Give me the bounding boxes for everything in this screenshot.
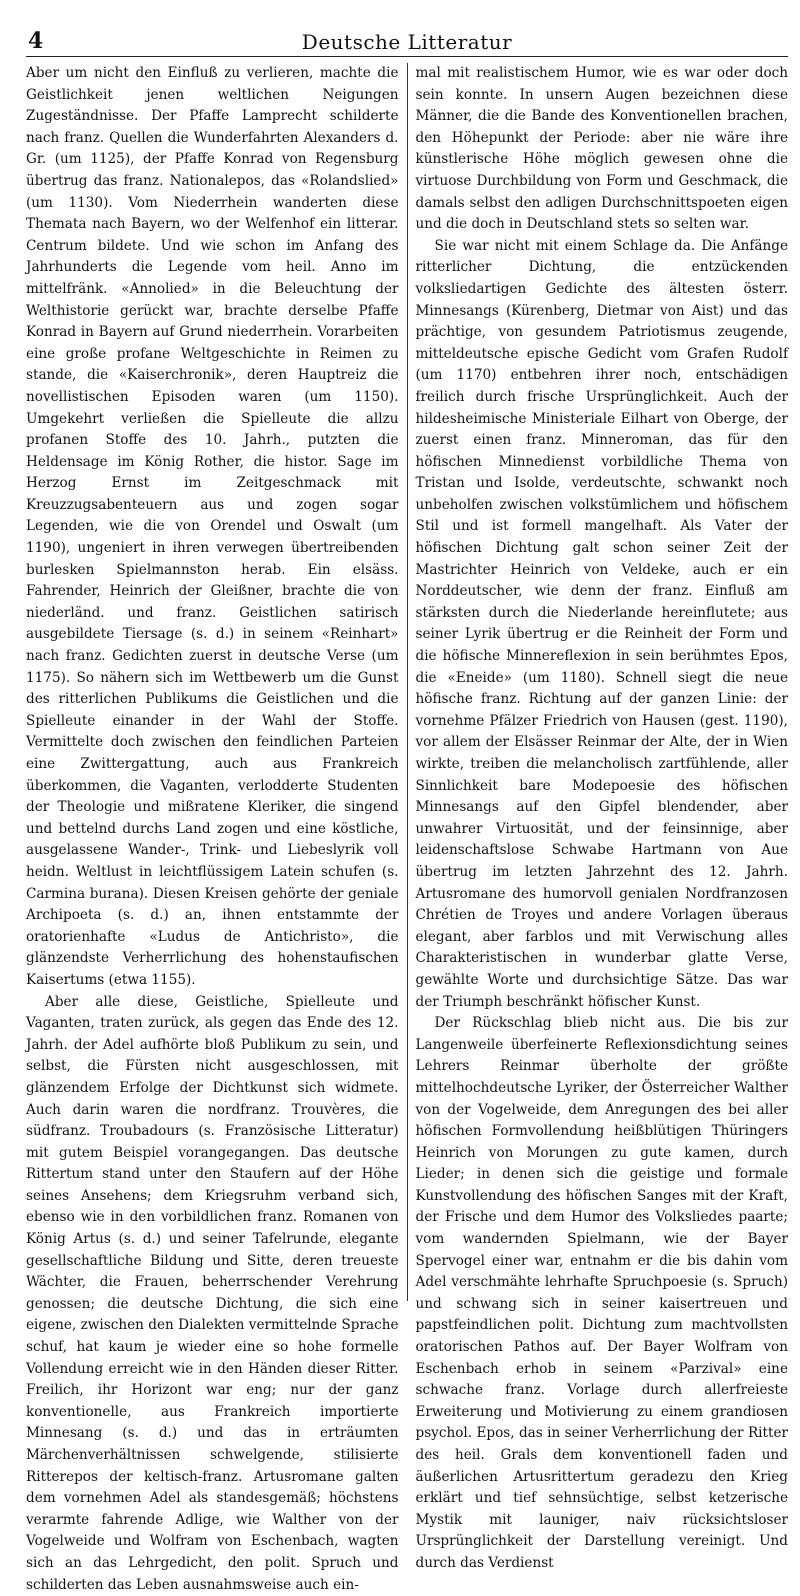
page-number: 4	[28, 28, 44, 54]
paragraph: mal mit realistischem Humor, wie es war oder doch sein konnte. In unsern Augen bezeichnen diese Männer, die die Bande des Konventionellen brachen, den Höhepunkt der Periode: aber nie wäre ihre künstlerische Höhe möglich gewesen ohne die virtuose Durchbildung von Form und Geschmack, die damals selbst den adligen Durchschnittspoeten eigen und die doch in Deutschland stets so selten war.	[415, 65, 788, 233]
paragraph: Sie war nicht mit einem Schlage da. Die Anfänge ritterlicher Dichtung, die entzückenden volksliedartigen Gedichte des ältesten österr. Minnesangs (Kürenberg, Dietmar von Aist) und das prächtige, von gesundem Patriotismus zeugende, mitteldeutsche epische Gedicht vom Grafen Rudolf (um 1170) entbehren ihrer noch, entschädigen freilich durch frische Ursprünglichkeit. Auch der hildesheimische Ministeriale Eilhart von Oberge, der zuerst einen franz. Minneroman, das für den höfischen Minnedienst vorbildliche Thema von Tristan und Isolde, verdeutschte, schwankt noch unbeholfen zwischen volkstümlichem und höfischem Stil und ist formell mangelhaft. Als Vater der höfischen Dichtung galt schon seiner Zeit der Mastrichter Heinrich von Veldeke, auch er ein Norddeutscher, wie denn der franz. Einfluß am stärksten durch die Niederlande hereinflutete; aus seiner Lyrik übertrug er die Reinheit der Form und die höfische Minnereflexion in sein berühmtes Epos, die «Eneide» (um 1180). Schnell siegt die neue höfische franz. Richtung auf der ganzen Linie: der vornehme Pfälzer Friedrich von Hausen (gest. 1190), vor allem der Elsässer Reinmar der Alte, der in Wien wirkte, treiben die melancholisch zartfühlende, aller Sinnlichkeit bare Modepoesie des höfischen Minnesangs auf den Gipfel blendender, aber unwahrer Virtuosität, und der feinsinnige, aber leidenschaftslose Schwabe Hartmann von Aue übertrug im letzten Jahrzehnt des 12. Jahrh. Artusromane des humorvoll genialen Nordfranzosen Chrétien de Troyes und andere Vorlagen überaus elegant, aber farblos und mit Verwischung alles Charakteristischen in wunderbar glatte Verse, gewählte Worte und durchsichtige Sätze. Das war der Triumph beschränkt höfischer Kunst.	[415, 237, 788, 1010]
running-head: Deutsche Litteratur	[301, 30, 513, 54]
right-column	[408, 63, 789, 1571]
page-header	[26, 22, 788, 57]
paragraph: Der Rückschlag blieb nicht aus. Die bis zur Langenweile überfeinerte Reflexionsdichtung seines Lehrers Reinmar überholte der größte mittelhochdeutsche Lyriker, der Österreicher Walther von der Vogelweide, dem Anregungen des bei aller höfischen Formvollendung heißblütigen Thüringers Heinrich von Morungen zu gute kamen, durch Lieder; in denen sich die geistige und formale Kunstvollendung des höfischen Sanges mit der Kraft, der Frische und dem Humor des Volksliedes paarte; vom wandernden Spielmann, wie der Bayer Spervogel einer war, entnahm er die bis dahin vom Adel verschmähte lehrhafte Spruchpoesie (s. Spruch) und schwang sich in seiner kaisertreuen und papstfeindlichen polit. Dichtung zum machtvollsten oratorischen Pathos auf. Der Bayer Wolfram von Eschenbach erhob in seinem «Parzival» eine schwache franz. Vorlage durch allerfreieste Erweiterung und Motivierung zu einem grandiosen psychol. Epos, das in seiner Verherrlichung der Ritter des heil. Grals dem konventionell faden und äußerlichen Artusrittertum geradezu den Krieg erklärt und tief sehnsüchtige, selbst ketzerische Mystik mit launiger, naiv rücksichtsloser Ursprünglichkeit der Darstellung vereinigt. Und durch das Verdienst	[415, 1015, 788, 1571]
paragraph: Aber alle diese, Geistliche, Spielleute und Vaganten, traten zurück, als gegen das Ende des 12. Jahrh. der Adel aufhörte bloß Publikum zu sein, und selbst, die Fürsten nicht ausgeschlossen, mit glänzendem Erfolge der Dichtkunst sich widmete. Auch darin waren die nordfranz. Trouvères, die südfranz. Troubadours (s. Französische Litteratur) mit gutem Beispiel vorangegangen. Das deutsche Rittertum stand unter den Staufern auf der Höhe seines Ansehens; dem Kriegsruhm verband sich, ebenso wie in den vorbildlichen franz. Romanen von König Artus (s. d.) und seiner Tafelrunde, elegante gesellschaftliche Bildung und Sitte, deren treueste Wächter, die Frauen, beherrschender Verehrung genossen; die deutsche Dichtung, die sich eine eigene, zwischen den Dialekten vermittelnde Sprache schuf, hat kaum je wieder eine so hohe formelle Vollendung erreicht wie in den Händen dieser Ritter. Freilich, ihr Horizont war eng; nur der ganz konventionelle, aus Frankreich importierte Minnesang (s. d.) und das in erträumten Märchenverhältnissen schwelgende, stilisierte Ritterepos der keltisch-franz. Artusromane galten dem vornehmen Adel als standesgemäß; höchstens verarmte fahrende Adlige, wie Walther von der Vogelweide und Wolfram von Eschenbach, wagten sich an das Lehrgedicht, den polit. Spruch und schilderten das Leben ausnahmsweise auch ein-	[26, 993, 399, 1593]
text-columns	[26, 63, 788, 1593]
left-column	[26, 63, 408, 1593]
paragraph: Aber um nicht den Einfluß zu verlieren, machte die Geistlichkeit jenen weltlichen Neigungen Zugeständnisse. Der Pfaffe Lamprecht schilderte nach franz. Quellen die Wunderfahrten Alexanders d. Gr. (um 1125), der Pfaffe Konrad von Regensburg übertrug das franz. Nationalepos, das «Rolandslied» (um 1130). Vom Niederrhein wanderten diese Themata nach Bayern, wo der Welfenhof ein litterar. Centrum bildete. Und wie schon im Anfang des Jahrhunderts die Legende vom heil. Anno im mittelfränk. «Annolied» in die Beleuchtung der Welthistorie gerückt war, brachte derselbe Pfaffe Konrad in Bayern auf Grund niederrhein. Vorarbeiten eine große profane Weltgeschichte in Reimen zu stande, die «Kaiserchronik», deren Hauptreiz die novellistischen Episoden waren (um 1150). Umgekehrt verließen die Spielleute die allzu profanen Stoffe des 10. Jahrh., putzten die Heldensage im König Rother, die histor. Sage im Herzog Ernst im Zeitgeschmack mit Kreuzzugsabenteuern aus und zogen sogar Legenden, wie die von Orendel und Oswalt (um 1190), ungeniert in ihren verwegen übertreibenden burlesken Spielmannston herab. Ein elsäss. Fahrender, Heinrich der Gleißner, brachte die von niederländ. und franz. Geistlichen satirisch ausgebildete Tiersage (s. d.) in seinem «Reinhart» nach franz. Gedichten zuerst in deutsche Verse (um 1175). So nähern sich im Wettbewerb um die Gunst des ritterlichen Publikums die Geistlichen und die Spielleute einander in der Wahl der Stoffe. Vermittelte doch zwischen den feindlichen Parteien eine Zwittergattung, auch aus Frankreich überkommen, die Vaganten, verlodderte Studenten der Theologie und mißratene Kleriker, die singend und bettelnd durchs Land zogen und eine köstliche, ausgelassene Wander-, Trink- und Liebeslyrik voll heidn. Weltlust in leichtflüssigem Latein schufen (s. Carmina burana). Diesen Kreisen gehörte der geniale Archipoeta (s. d.) an, ihnen entstammte der oratorienhafte «Ludus de Antichristo», die glänzendste Verherrlichung des hohenstaufischen Kaisertums (etwa 1155).	[26, 65, 399, 988]
